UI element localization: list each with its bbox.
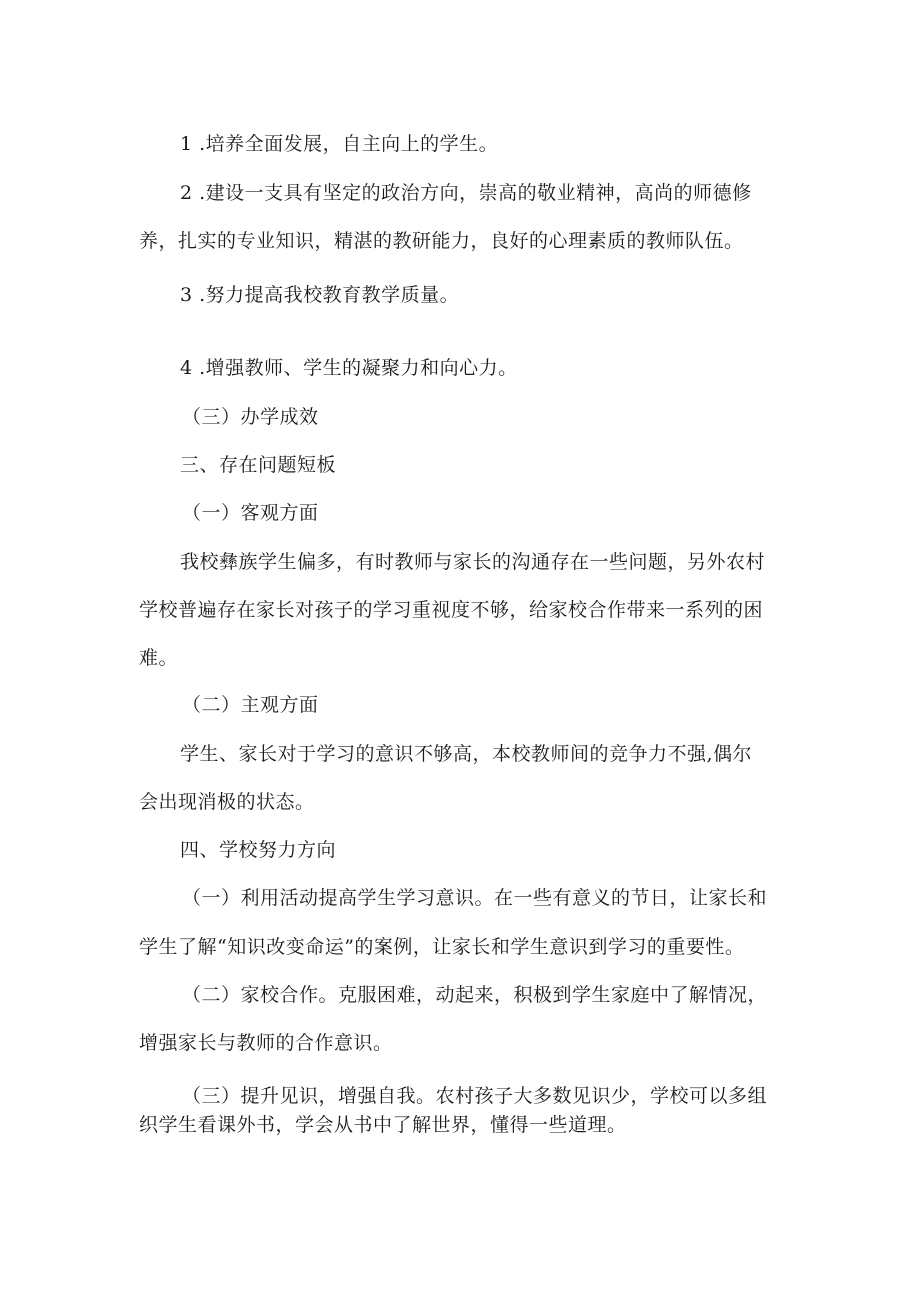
paragraph-objective-line-3: 难。 [139,647,179,669]
paragraph-objective-line-2: 学校普遍存在家长对孩子的学习重视度不够，给家校合作带来一系列的困 [139,599,764,621]
list-item-3: 3 .努力提高我校教育教学质量。 [180,284,460,306]
paragraph-subjective-line-2: 会出现消极的状态。 [139,791,315,813]
heading-directions: 四、学校努力方向 [180,839,337,861]
paragraph-direction-2-line-1: （二）家校合作。克服困难，动起来，积极到学生家庭中了解情况， [182,984,768,1006]
list-item-2-line-2: 养，扎实的专业知识，精湛的教研能力，良好的心理素质的教师队伍。 [139,230,744,252]
paragraph-direction-2-line-2: 增强家长与教师的合作意识。 [139,1032,393,1054]
subheading-school-results: （三）办学成效 [182,406,319,428]
list-item-1: 1 .培养全面发展，自主向上的学生。 [180,133,499,155]
paragraph-direction-3-line-2: 织学生看课外书，学会从书中了解世界，懂得一些道理。 [139,1114,627,1136]
paragraph-direction-1-line-1: （一）利用活动提高学生学习意识。在一些有意义的节日，让家长和 [182,887,768,909]
subheading-subjective: （二）主观方面 [182,694,319,716]
list-item-4: 4 .增强教师、学生的凝聚力和向心力。 [180,357,518,379]
paragraph-direction-1-line-2: 学生了解“知识改变命运”的案例，让家长和学生意识到学习的重要性。 [139,936,745,958]
paragraph-objective-line-1: 我校彝族学生偏多，有时教师与家长的沟通存在一些问题，另外农村 [180,551,766,573]
subheading-objective: （一）客观方面 [182,502,319,524]
paragraph-direction-3-line-1: （三）提升见识，增强自我。农村孩子大多数见识少，学校可以多组 [182,1085,768,1107]
paragraph-subjective-line-1: 学生、家长对于学习的意识不够高，本校教师间的竞争力不强,偶尔 [180,743,753,765]
heading-problems: 三、存在问题短板 [180,454,337,476]
list-item-2-line-1: 2 .建设一支具有坚定的政治方向，崇高的敬业精神，高尚的师德修 [180,182,752,204]
